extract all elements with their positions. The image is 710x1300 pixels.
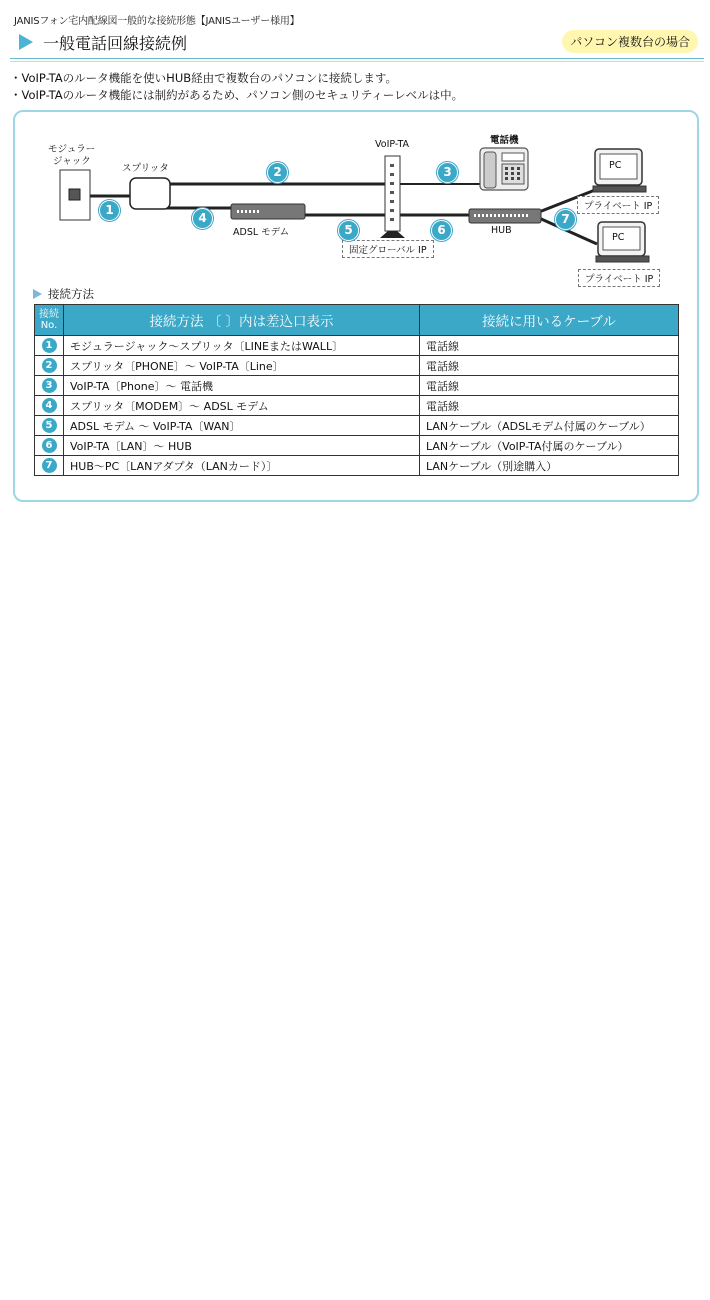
method-cell: VoIP-TA〔LAN〕～ HUB [64, 436, 420, 456]
splitter-label: スプリッタ [122, 163, 169, 174]
cable-cell: 電話線 [420, 356, 679, 376]
method-cell: ADSL モデム ～ VoIP-TA〔WAN〕 [64, 416, 420, 436]
row-number-cell [35, 396, 64, 416]
table-row [35, 416, 679, 436]
pc-label: PC [612, 232, 625, 243]
table-row [35, 356, 679, 376]
marker-5: 5 [338, 220, 359, 241]
cable-cell: 電話線 [420, 396, 679, 416]
breadcrumb: JANISフォン宅内配線図一般的な接続形態【JANISユーザー様用】 [14, 16, 300, 27]
adsl-modem-label: ADSL モデム [233, 227, 290, 238]
column-header-cable: 接続に用いるケーブル [420, 305, 679, 336]
method-cell: スプリッタ〔PHONE〕～ VoIP-TA〔Line〕 [64, 356, 420, 376]
marker-7: 7 [555, 209, 576, 230]
method-cell: VoIP-TA〔Phone〕～ 電話機 [64, 376, 420, 396]
title-row [14, 30, 698, 54]
column-header-method: 接続方法 〔 〕内は差込口表示 [64, 305, 420, 336]
notes [10, 70, 463, 104]
marker-1: 1 [99, 200, 120, 221]
row-number-cell [35, 456, 64, 476]
telephone-icon [480, 148, 528, 190]
column-header-no [35, 305, 64, 336]
table-header-row [35, 305, 679, 336]
row-number-cell [35, 436, 64, 456]
row-number-cell [35, 376, 64, 396]
method-cell: HUB～PC〔LANアダプタ（LANカード）〕 [64, 456, 420, 476]
cable-cell: LANケーブル（VoIP-TA付属のケーブル） [420, 436, 679, 456]
section-heading [33, 286, 94, 302]
row-number-cell [35, 356, 64, 376]
method-cell: スプリッタ〔MODEM〕～ ADSL モデム [64, 396, 420, 416]
note-line: ・VoIP-TAのルータ機能を使いHUB経由で複数台のパソコンに接続します。 [10, 71, 397, 85]
hub-label: HUB [491, 225, 512, 236]
marker-2: 2 [267, 162, 288, 183]
marker-4: 4 [192, 208, 213, 229]
row-number-badge: 1 [42, 338, 57, 353]
title-divider-light [10, 61, 704, 62]
phone-label: 電話機 [490, 135, 519, 146]
row-number-badge: 6 [42, 438, 57, 453]
cable-cell: 電話線 [420, 376, 679, 396]
global-ip-label: 固定グローバル IP [342, 240, 434, 258]
title-arrow-icon [19, 34, 33, 50]
cable-cell: LANケーブル（別途購入） [420, 456, 679, 476]
table-row [35, 336, 679, 356]
section-heading-label: 接続方法 [48, 287, 94, 301]
case-badge: パソコン複数台の場合 [562, 30, 698, 53]
table-row [35, 396, 679, 416]
method-cell: モジュラージャック～スプリッタ〔LINEまたはWALL〕 [64, 336, 420, 356]
row-number-badge: 3 [42, 378, 57, 393]
row-number-badge: 2 [42, 358, 57, 373]
table-row [35, 436, 679, 456]
page-title: 一般電話回線接続例 [43, 34, 188, 53]
row-number-badge: 7 [42, 458, 57, 473]
cable-cell: LANケーブル（ADSLモデム付属のケーブル） [420, 416, 679, 436]
row-number-cell [35, 416, 64, 436]
modular-jack-label: ジャック [53, 156, 91, 167]
splitter-icon [130, 178, 170, 209]
marker-3: 3 [437, 162, 458, 183]
column-header-no-line: 接続 [39, 309, 59, 320]
connection-panel [13, 110, 699, 502]
cable-cell: 電話線 [420, 336, 679, 356]
note-line: ・VoIP-TAのルータ機能には制約があるため、パソコン側のセキュリティーレベルは中。 [10, 88, 464, 102]
voip-ta-label: VoIP-TA [375, 139, 410, 150]
title-divider [10, 58, 704, 59]
column-header-no-line: No. [40, 320, 58, 331]
table-row [35, 376, 679, 396]
pc-label: PC [609, 160, 622, 171]
row-number-cell [35, 336, 64, 356]
triangle-bullet-icon [33, 289, 42, 299]
private-ip-label: プライベート IP [577, 196, 659, 214]
table-row [35, 456, 679, 476]
row-number-badge: 5 [42, 418, 57, 433]
modular-jack-label: モジュラー [48, 144, 96, 155]
connection-table [34, 304, 679, 476]
marker-6: 6 [431, 220, 452, 241]
private-ip-label: プライベート IP [578, 269, 660, 287]
row-number-badge: 4 [42, 398, 57, 413]
